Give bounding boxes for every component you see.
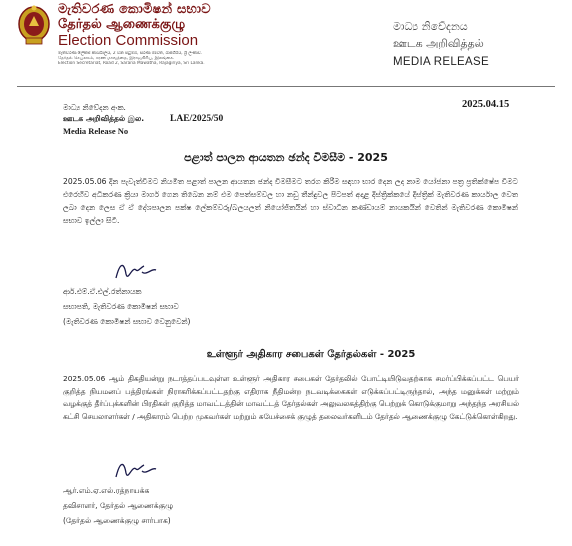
media-release-tamil: ஊடக அறிவித்தல் xyxy=(393,37,484,50)
signer-title-tamil: தவிசாளர், தேர்தல் ஆணைக்குழு xyxy=(63,501,174,510)
media-release-sinhala: මාධ්‍ය නිවේදනය xyxy=(393,20,468,33)
signer-name-sinhala: ආර්.එම්.ඒ.එල්.රත්නායක xyxy=(63,287,142,296)
release-no-label-sinhala: මාධ්‍ය නිවේදන අංක. xyxy=(63,103,126,112)
signer-name-tamil: ஆர்.எம்.ஏ.எல்.ரத்நாயக்க xyxy=(63,486,150,495)
header-divider xyxy=(17,86,555,87)
signer-title-sinhala: සභාපති, මැතිවරණ කොමිෂන් සභාව xyxy=(63,302,179,311)
address-line-tamil: தேர்தல் செயலகம், சரண மாவத்தை, இராஜகிரிய, இலங்கை. xyxy=(58,56,175,61)
address-line-sinhala: මැතිවරණ ලේකම් කාර්යාලය, 2 වන පටුමග, සරණ මාවත, රාජගිරිය, ශ්‍රී ලංකාව. xyxy=(58,51,203,56)
org-name-english: Election Commission xyxy=(58,32,199,49)
address-line-english: Election Secretariat, Road 2, Sarana Mawatha, Rajagiriya, Sri Lanka. xyxy=(58,61,205,66)
tamil-body: 2025.05.06 ஆம் திகதியன்று நடாத்தப்படவுள்ள உள்ளூர் அதிகார சபைகள் தேர்தலில் போட்டியிடுவதற்காக சமர்ப்பிக்கப்பட்ட பெயர் குறித்த நியமனப் பத்திரங்கள் நிராகரிக்கப்பட்டதற்கு எதிராக நீதிமன்ற நடவடிக்கைகள் எடுக்கப்பட்டிருந்தால், அந்த மனுக்கள் மற்றும் வழக்குத் தீர்ப்புக்களின் பிரதிகள் குறித்த மாவட்டத்தின் மாவட்டத் தேர்தல்கள் அலுவலகத்திற்கு பெற்றுக் கொடுக்குமாறு அந்தந்த அரசியல் கட்சி செயலாளர்கள் / அதிகாரம் பெற்ற முகவர்கள் மற்றும் சுயேச்சைக் குழுத் தலைவர்களிடம் தேர்தல் ஆணைக்குழு கேட்டுக்கொள்கிறது. xyxy=(63,374,519,421)
org-name-sinhala: මැතිවරණ කොමිෂන් සභාව xyxy=(58,2,211,17)
release-no-label-english: Media Release No xyxy=(63,126,129,136)
release-no-label-tamil: ஊடக அறிவித்தல் இல. xyxy=(63,114,145,123)
tamil-title: உள்ளூர் அதிகார சபைகள் தேர்தல்கள் - 2025 xyxy=(206,349,416,360)
signer-note-tamil: (தேர்தல் ஆணைக்குழு சார்பாக) xyxy=(63,516,171,525)
signer-note-sinhala: (මැතිවරණ කොමිෂන් සභාව වෙනුවෙන්) xyxy=(63,317,191,326)
sinhala-body: 2025.05.06 දින පැවැත්වීමට නියමිත පළාත් පාලන ආයතන ඡන්ද විමසීමට තරග කිරීම සඳහා භාර දෙන ලද නාම යෝජනා පත්‍ර ප්‍රතික්ෂේප වීමට එරෙහිව අධිකරණ ක්‍රියා මාර්ග ගෙන තිබෙන නම් එම පෙත්සම්වල හා නඩු තීන්දුවල පිටපත් අදාළ දිස්ත්‍රික්කයේ දිස්ත්‍රික් මැතිවරණ කාර්යාල වෙත ලබා දෙන ලෙස ඒ ඒ දේශපාලන පක්ෂ ලේකම්වරු/බලයලත් නියෝජිතයින් හා ස්වාධීන කණ්ඩායම් නායකයින් වෙතින් මැතිවරණ කොමිෂන් සභාව ඉල්ලා සිටී. xyxy=(63,177,518,225)
release-number: LAE/2025/50 xyxy=(170,114,224,124)
signature-sinhala-icon xyxy=(112,258,160,284)
signature-tamil-icon xyxy=(112,457,160,483)
org-name-tamil: தேர்தல் ஆணைக்குழு xyxy=(58,17,186,32)
release-date: 2025.04.15 xyxy=(462,99,510,110)
election-commission-emblem-icon xyxy=(17,4,51,48)
sinhala-title: පළාත් පාලන ආයතන ඡන්ද විමසීම - 2025 xyxy=(184,151,388,164)
media-release-english: MEDIA RELEASE xyxy=(393,56,489,68)
